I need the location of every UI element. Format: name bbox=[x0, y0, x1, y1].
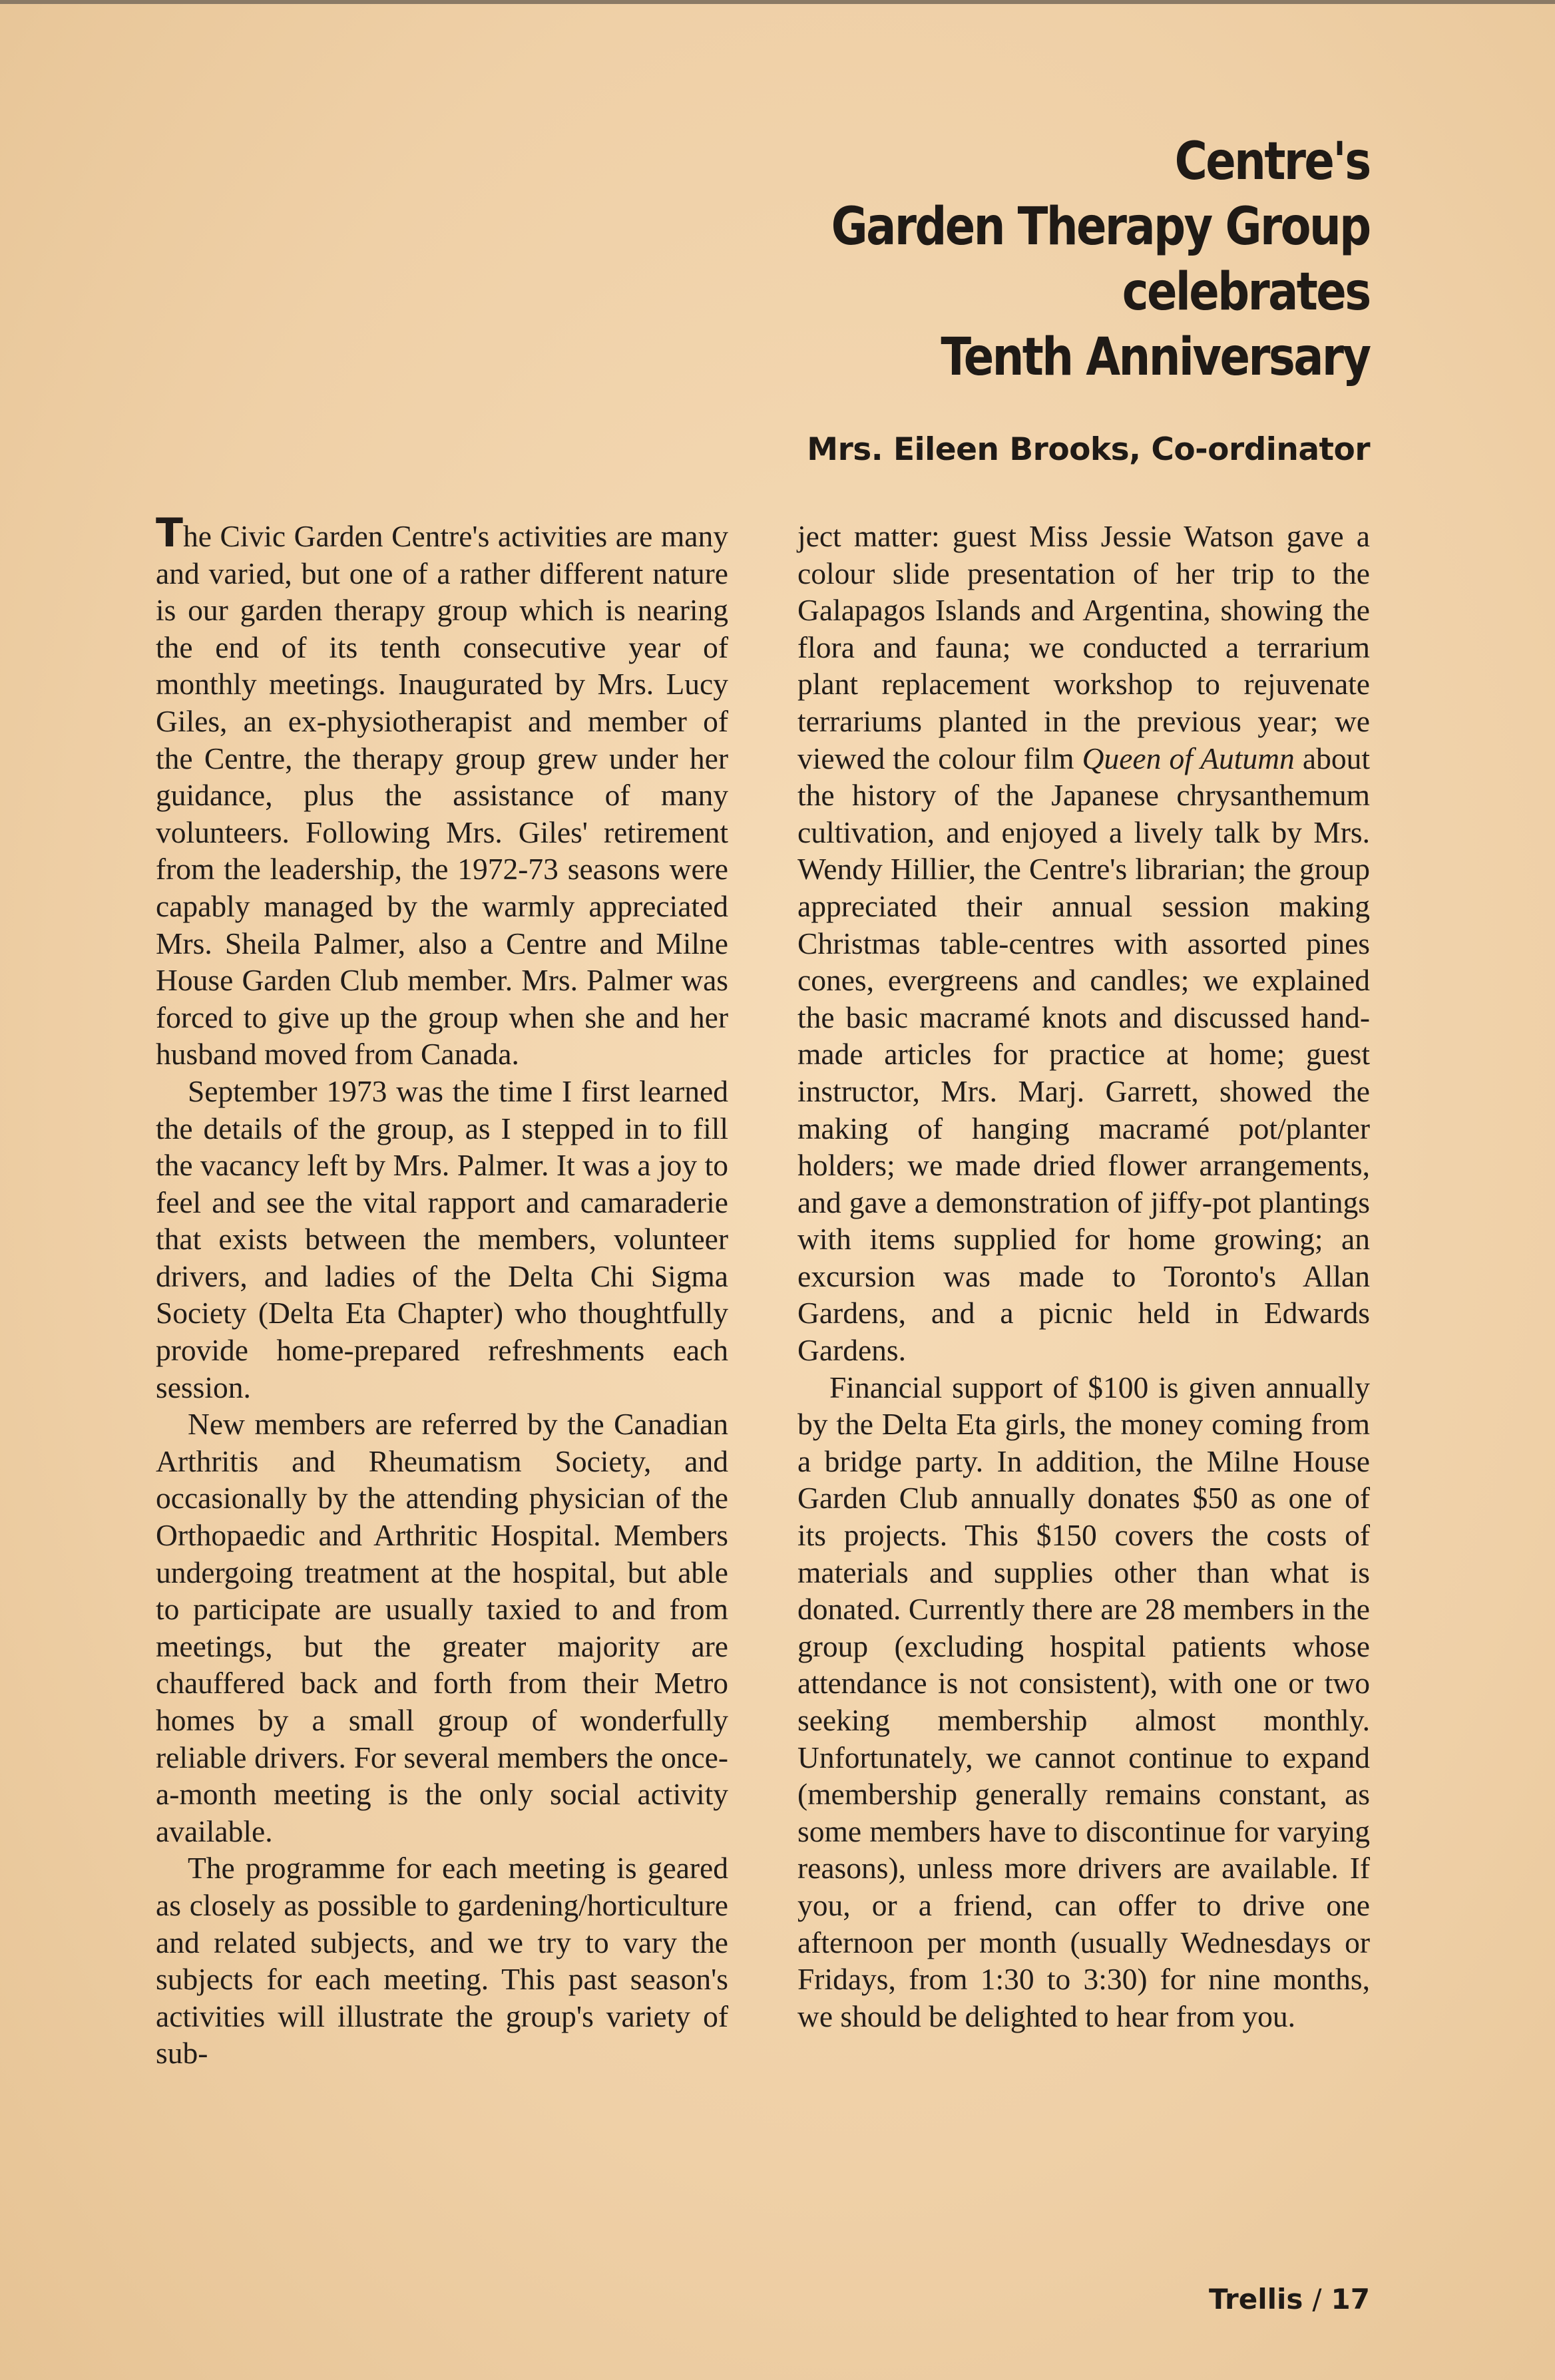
title-line: celebrates bbox=[1122, 262, 1370, 322]
page-number: 17 bbox=[1331, 2283, 1370, 2315]
paragraph bbox=[797, 518, 1370, 1369]
drop-cap: T bbox=[156, 510, 183, 556]
paragraph bbox=[156, 510, 728, 1073]
title-line: Tenth Anniversary bbox=[941, 327, 1370, 387]
left-column bbox=[156, 510, 728, 2072]
page-footer bbox=[1209, 2283, 1370, 2315]
right-column bbox=[797, 518, 1370, 2035]
title-line: Garden Therapy Group bbox=[831, 197, 1370, 257]
footer-separator: / bbox=[1312, 2283, 1322, 2315]
paragraph: Financial support of $100 is given annually by the Delta Eta girls, the money coming from a bridge party. In addition, the Milne House Garden Club annually donates $50 as one of its projects. This $150 covers the costs of materials and supplies other than what is donated. Currently there are 28 members in the group (excluding hospital patients whose attendance is not consistent), with one or two seeking membership almost monthly. Unfortunately, we cannot continue to expand (membership generally remains constant, as some members have to discontinue for varying reasons), unless more drivers are available. If you, or a friend, can offer to drive one afternoon per month (usually Wednesdays or Fridays, from 1:30 to 3:30) for nine months, we should be delighted to hear from you. bbox=[797, 1370, 1370, 2033]
paragraph-text: ject matter: guest Miss Jessie Watson gave a colour slide presentation of her trip to the Galapagos Islands and Argentina, showing the flora and fauna; we conducted a terrarium plant replacement workshop to rejuvenate terrariums planted in the previous year; we viewed the colour film bbox=[797, 519, 1370, 775]
article-title bbox=[744, 129, 1370, 390]
paragraph: New members are referred by the Canadian Arthritis and Rheumatism Society, and occasionally by the attending physician of the Orthopaedic and Arthritic Hospital. Members undergoing treatment at the hospital, but able to participate are usually taxied to and from meetings, but the greater majority are chauffered back and forth from their Metro homes by a small group of wonderfully reliable drivers. For several members the once-a-month meeting is the only social activity available. bbox=[156, 1407, 728, 1848]
paragraph-text: about the history of the Japanese chrysanthemum cultivation, and enjoyed a lively talk by Mrs. Wendy Hillier, the Centre's librarian; the group appreciated their annual session making Christmas table-centres with assorted pines cones, evergreens and candles; we explained the basic macramé knots and discussed hand-made articles for practice at home; guest instructor, Mrs. Marj. Garrett, showed the making of hanging macramé pot/planter holders; we made dried flower arrangements, and gave a demonstration of jiffy-pot plantings with items supplied for home growing; an excursion was made to Toronto's Allan Gardens, and a picnic held in Edwards Gardens. bbox=[797, 741, 1370, 1368]
title-line: Centre's bbox=[1175, 132, 1370, 192]
paragraph: September 1973 was the time I first learned the details of the group, as I stepped in to fill the vacancy left by Mrs. Palmer. It was a joy to feel and see the vital rapport and camaraderie that exists between the members, volunteer drivers, and ladies of the Delta Chi Sigma Society (Delta Eta Chapter) who thoughtfully provide home-prepared refreshments each session. bbox=[156, 1074, 728, 1404]
film-title: Queen of Autumn bbox=[1082, 741, 1295, 775]
paragraph-text: he Civic Garden Centre's activities are many and varied, but one of a rather different nature is our garden therapy group which is nearing the end of its tenth consecutive year of monthly meetings. Inaugurated by Mrs. Lucy Giles, an ex-physiotherapist and member of the Centre, the therapy group grew under her guidance, plus the assistance of many volunteers. Following Mrs. Giles' retirement from the leadership, the 1972-73 seasons were capably managed by the warmly appreciated Mrs. Sheila Palmer, also a Centre and Milne House Garden Club member. Mrs. Palmer was forced to give up the group when she and her husband moved from Canada. bbox=[156, 519, 728, 1072]
author-byline: Mrs. Eileen Brooks, Co-ordinator bbox=[807, 431, 1370, 468]
paragraph: The programme for each meeting is geared as closely as possible to gardening/horticulture and related subjects, and we try to vary the subjects for each meeting. This past season's activities will illustrate the group's variety of sub- bbox=[156, 1851, 728, 2071]
publication-name: Trellis bbox=[1208, 2283, 1303, 2315]
